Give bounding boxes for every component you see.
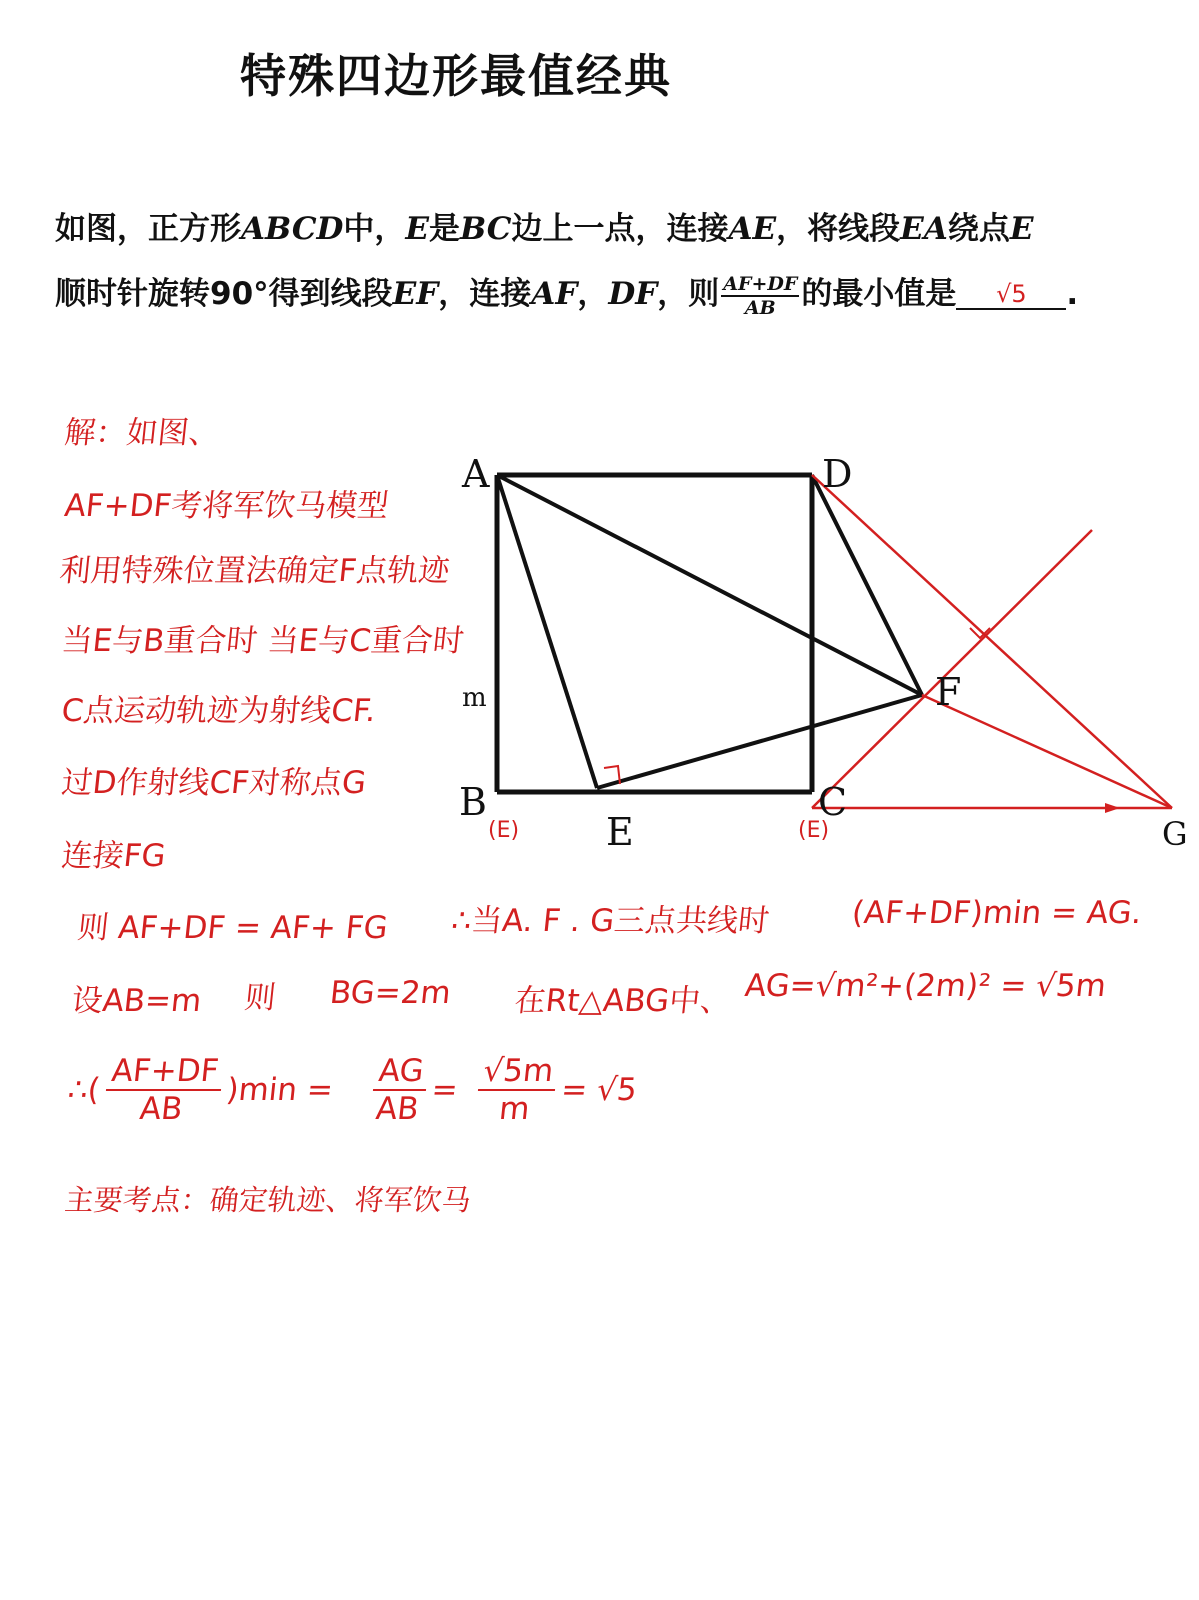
solution-line-9a: 设AB=m <box>69 983 204 1019</box>
problem-text: 的最小值是 <box>801 276 957 312</box>
solution-line-8a: 则 AF+DF = AF+ FG <box>75 910 390 946</box>
problem-math: E <box>1009 211 1034 247</box>
problem-text: 是 <box>429 211 461 247</box>
fraction-denominator: AB <box>744 296 776 319</box>
problem-text: 中， <box>343 211 406 247</box>
solution-line-9b: 则 <box>242 980 278 1016</box>
side-label-m: m <box>462 683 487 713</box>
segment-AE <box>497 475 597 788</box>
answer-blank: √5 <box>956 280 1066 310</box>
fraction-ag-over-ab <box>369 1053 429 1127</box>
fraction-numerator: AF+DF <box>106 1053 225 1091</box>
fraction-numerator: AF+DF <box>723 272 798 295</box>
problem-math: DF <box>608 276 658 312</box>
solution-line-2: AF+DF考将军饮马模型 <box>62 488 391 524</box>
point-label-B: B <box>459 780 487 824</box>
problem-text: 如图，正方形 <box>55 211 241 247</box>
red-arrow-head <box>1105 803 1120 813</box>
problem-math: BC <box>460 211 512 247</box>
segment-DF <box>812 475 922 695</box>
problem-math: AF <box>531 276 578 312</box>
point-label-G: G <box>1162 815 1188 853</box>
red-segment-DG <box>812 475 1172 808</box>
problem-math: EA <box>900 211 948 247</box>
point-label-F: F <box>935 670 962 714</box>
problem-text: 绕点 <box>947 211 1010 247</box>
solution-line-4b: 当E与C重合时 <box>265 623 466 659</box>
problem-text: 顺时针旋转90°得到线段 <box>55 276 393 312</box>
problem-text: ，则 <box>657 276 720 312</box>
point-label-D: D <box>822 452 853 496</box>
solution-key-points: 主要考点：确定轨迹、将军饮马 <box>63 1183 473 1217</box>
problem-text: ，连接 <box>438 276 532 312</box>
problem-text: 边上一点，连接 <box>511 211 729 247</box>
solution-line-7: 连接FG <box>59 838 168 874</box>
solution-line-5: C点运动轨迹为射线CF. <box>59 693 378 729</box>
problem-math: EF <box>392 276 439 312</box>
point-label-C: C <box>818 780 848 824</box>
segment-AF <box>497 475 922 695</box>
fraction-denominator: AB <box>138 1091 185 1127</box>
solution-line-4a: 当E与B重合时 <box>59 623 260 659</box>
fraction-denominator: m <box>497 1091 532 1127</box>
solution-line-3: 利用特殊位置法确定F点轨迹 <box>57 553 452 589</box>
problem-math: ABCD <box>241 211 344 247</box>
fraction-root5m-over-m <box>474 1053 559 1127</box>
solution-line-8c: (AF+DF)min = AG. <box>850 895 1144 931</box>
fraction-denominator: AB <box>374 1091 421 1127</box>
solution-line-9e: AG=√m²+(2m)² = √5m <box>743 968 1108 1004</box>
final-result: = √5 <box>559 1072 639 1108</box>
solution-line-1: 解：如图、 <box>62 415 222 451</box>
red-label-E-at-C: (E) <box>798 818 830 843</box>
point-label-E: E <box>606 810 634 854</box>
problem-text: ，将线段 <box>776 211 901 247</box>
point-label-A: A <box>462 452 490 496</box>
problem-text: ， <box>577 276 609 312</box>
solution-line-6: 过D作射线CF对称点G <box>59 765 368 801</box>
red-label-E-at-B: (E) <box>488 818 520 843</box>
solution-line-8b: ∴当A. F . G三点共线时 <box>449 903 772 939</box>
paren-close-min: )min = <box>224 1072 335 1108</box>
fraction-af-df-over-ab <box>102 1053 224 1127</box>
fraction-numerator: AG <box>373 1053 430 1091</box>
problem-math: AE <box>728 211 777 247</box>
solution-line-10 <box>64 1053 640 1127</box>
red-ray-CF <box>812 530 1092 808</box>
problem-text: . <box>1066 276 1079 312</box>
solution-line-9c: BG=2m <box>328 975 453 1011</box>
problem-math: E <box>405 211 430 247</box>
solution-line-9d: 在Rt△ABG中、 <box>512 983 734 1019</box>
segment-EF <box>597 695 922 788</box>
fraction-numerator: √5m <box>478 1053 560 1091</box>
equals-sign: = <box>429 1072 460 1108</box>
paren-open: ∴( <box>66 1072 102 1108</box>
page-title: 特殊四边形最值经典 <box>240 49 672 103</box>
